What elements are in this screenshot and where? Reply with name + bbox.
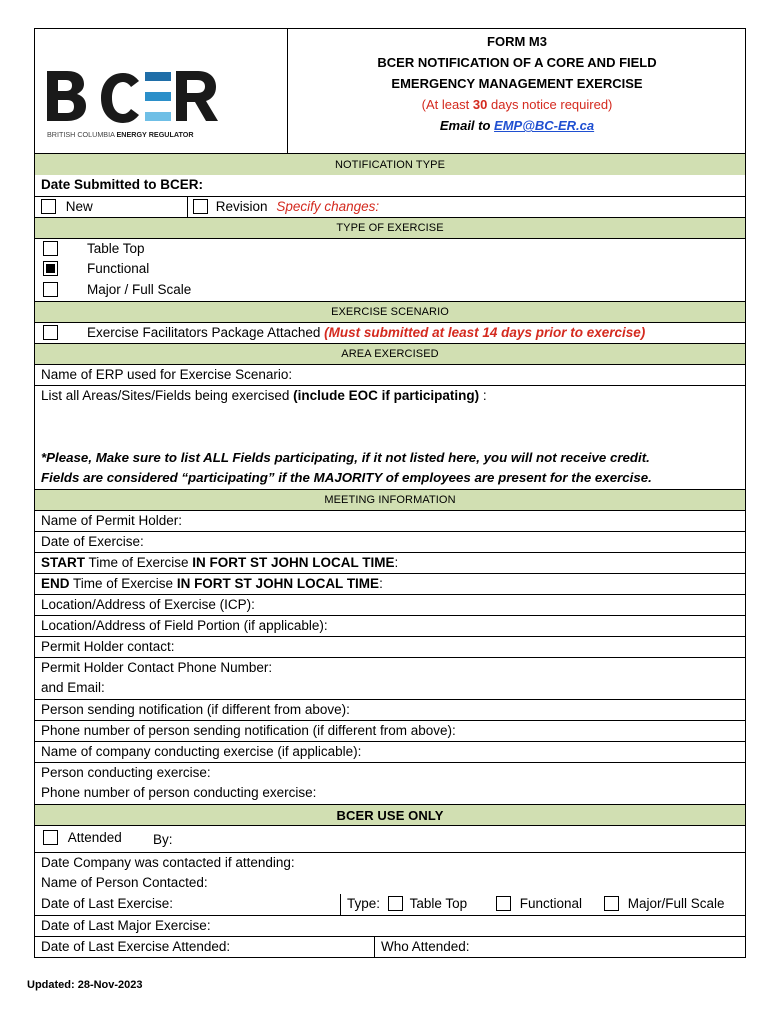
attended-row xyxy=(35,825,745,852)
type-major-full-scale-checkbox[interactable] xyxy=(604,896,619,911)
last-exercise-attended-row xyxy=(35,936,745,957)
section-bcer-use-only: BCER USE ONLY xyxy=(35,804,745,825)
major-full-scale-checkbox[interactable] xyxy=(43,282,58,297)
date-of-exercise-field[interactable]: Date of Exercise: xyxy=(35,531,745,552)
specify-changes-label: Specify changes: xyxy=(276,199,380,214)
start-time-field[interactable]: START Time of Exercise IN FORT ST JOHN LOCAL TIME: xyxy=(35,552,745,573)
last-major-exercise-field[interactable]: Date of Last Major Exercise: xyxy=(35,915,745,936)
form-title-block xyxy=(288,29,746,136)
type-label: Type: xyxy=(347,896,381,911)
option-major-full-scale xyxy=(35,280,745,301)
section-notification-type: NOTIFICATION TYPE xyxy=(35,153,745,175)
person-sending-field[interactable]: Person sending notification (if different from above): xyxy=(35,699,745,720)
person-conducting-field[interactable]: Person conducting exercise: xyxy=(35,762,745,783)
type-major-full-scale-label: Major/Full Scale xyxy=(627,896,725,911)
end-time-field[interactable]: END Time of Exercise IN FORT ST JOHN LOCAL TIME: xyxy=(35,573,745,594)
revision-checkbox[interactable] xyxy=(193,199,208,214)
major-full-scale-label: Major / Full Scale xyxy=(87,282,192,297)
table-top-label: Table Top xyxy=(87,241,145,256)
email-line: Email to EMP@BC-ER.ca xyxy=(439,118,595,133)
by-label: By: xyxy=(153,832,173,847)
last-exercise-label: Date of Last Exercise: xyxy=(41,896,174,911)
functional-checkbox[interactable] xyxy=(43,261,58,276)
section-exercise-scenario: EXERCISE SCENARIO xyxy=(35,301,745,322)
participation-note: *Please, Make sure to list ALL Fields participating, if it not listed here, you will not receive credit. Fields are considered “participating” if the MAJORITY of employees are present for the exercise. xyxy=(41,450,652,485)
type-functional-checkbox[interactable] xyxy=(496,896,511,911)
location-icp-field[interactable]: Location/Address of Exercise (ICP): xyxy=(35,594,745,615)
facilitators-package-label: Exercise Facilitators Package Attached xyxy=(87,325,321,340)
option-table-top xyxy=(35,238,745,259)
facilitators-package-note: (Must submitted at least 14 days prior to exercise) xyxy=(324,325,646,340)
notification-form xyxy=(34,28,746,958)
updated-date: Updated: 28-Nov-2023 xyxy=(27,979,143,991)
bcer-logo xyxy=(35,29,287,153)
permit-holder-field[interactable]: Name of Permit Holder: xyxy=(35,510,745,531)
email-link[interactable]: EMP@BC-ER.ca xyxy=(494,118,595,133)
facilitators-package-row xyxy=(35,322,745,343)
areas-list-field[interactable]: List all Areas/Sites/Fields being exercised (include EOC if participating) : *Please, Make sure to list ALL Fields participating, if it not listed here, you will not receive credit. Fields are considered “participating” if the MAJORITY of employees are present for the exercise. xyxy=(35,385,745,489)
logo-subtitle-plain: BRITISH COLUMBIA xyxy=(47,130,117,139)
new-revision-row xyxy=(35,196,745,217)
company-conducting-field[interactable]: Name of company conducting exercise (if applicable): xyxy=(35,741,745,762)
revision-label: Revision xyxy=(215,199,268,214)
erp-name-field[interactable]: Name of ERP used for Exercise Scenario: xyxy=(35,364,745,385)
form-title-line2: EMERGENCY MANAGEMENT EXERCISE xyxy=(391,76,643,91)
last-exercise-attended-label: Date of Last Exercise Attended: xyxy=(41,939,231,954)
last-exercise-row xyxy=(35,894,745,915)
functional-label: Functional xyxy=(87,261,150,276)
form-header xyxy=(35,29,745,153)
section-type-of-exercise: TYPE OF EXERCISE xyxy=(35,217,745,238)
logo-subtitle-bold: ENERGY REGULATOR xyxy=(116,130,194,139)
type-functional-label: Functional xyxy=(519,896,583,911)
form-number: FORM M3 xyxy=(487,34,547,49)
date-submitted-field[interactable]: Date Submitted to BCER: xyxy=(41,177,203,192)
contact-details-field[interactable]: Date Company was contacted if attending: Name of Person Contacted: xyxy=(35,852,745,894)
type-table-top-checkbox[interactable] xyxy=(388,896,403,911)
permit-holder-phone-email-field[interactable]: Permit Holder Contact Phone Number: and Email: xyxy=(35,657,745,699)
new-checkbox[interactable] xyxy=(41,199,56,214)
new-label: New xyxy=(65,199,93,214)
section-area-exercised: AREA EXERCISED xyxy=(35,343,745,364)
type-table-top-label: Table Top xyxy=(409,896,468,911)
section-meeting-information: MEETING INFORMATION xyxy=(35,489,745,510)
attended-checkbox[interactable] xyxy=(43,830,58,845)
form-title-line1: BCER NOTIFICATION OF A CORE AND FIELD xyxy=(377,55,657,70)
notice-required: (At least 30 days notice required) xyxy=(421,97,613,112)
phone-sending-field[interactable]: Phone number of person sending notification (if different from above): xyxy=(35,720,745,741)
who-attended-label: Who Attended: xyxy=(381,939,470,954)
phone-conducting-field[interactable]: Phone number of person conducting exercise: xyxy=(41,785,317,800)
location-field-portion-field[interactable]: Location/Address of Field Portion (if applicable): xyxy=(35,615,745,636)
attended-label: Attended xyxy=(67,830,122,845)
table-top-checkbox[interactable] xyxy=(43,241,58,256)
option-functional xyxy=(35,259,745,280)
facilitators-package-checkbox[interactable] xyxy=(43,325,58,340)
svg-text:BRITISH COLUMBIA ENERGY REGULA xyxy=(47,130,194,139)
bcer-logo-graphic xyxy=(35,29,287,153)
permit-holder-contact-field[interactable]: Permit Holder contact: xyxy=(35,636,745,657)
